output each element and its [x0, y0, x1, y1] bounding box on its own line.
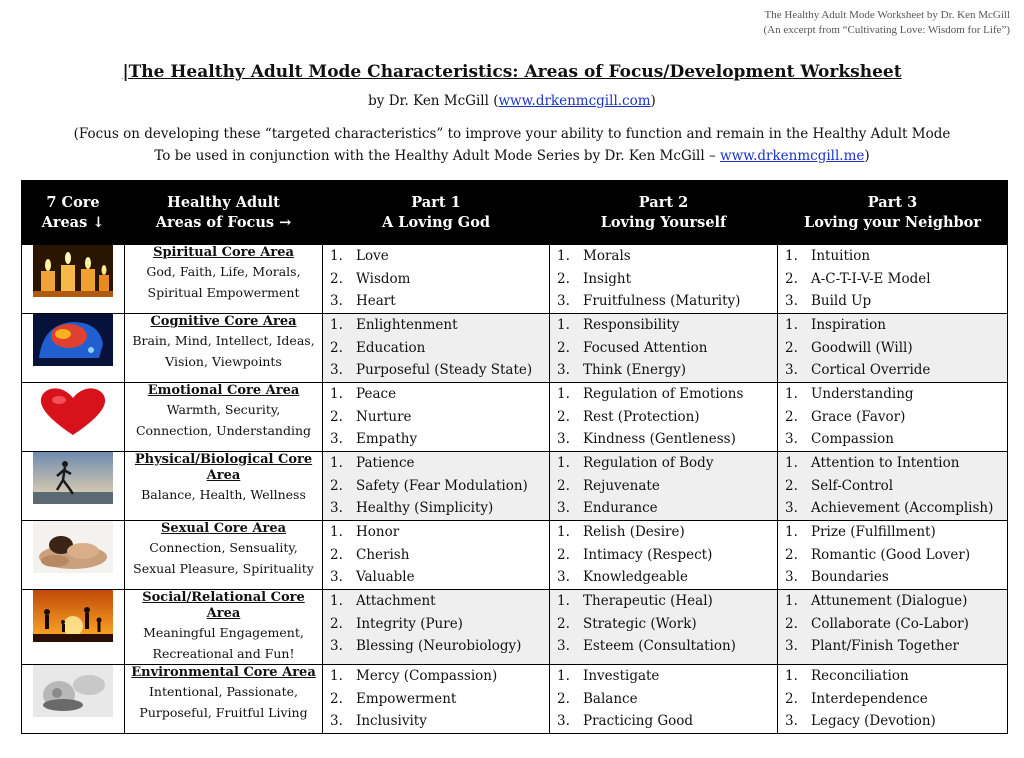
header-part-2: Part 2 Loving Yourself	[550, 181, 778, 245]
list-item: 3. Compassion	[785, 431, 894, 447]
list-item: 3. Plant/Finish Together	[785, 638, 960, 654]
core-area-desc-2: Purposeful, Fruitful Living	[139, 705, 308, 720]
list-item: 2. Wisdom	[330, 270, 411, 287]
table-row	[22, 521, 1008, 590]
core-area-desc-2: Recreational and Fun!	[152, 646, 295, 661]
list-item: 3. Empathy	[330, 431, 418, 447]
part-3-cell	[778, 590, 1008, 665]
list-item: 3. Kindness (Gentleness)	[557, 431, 736, 447]
table-row	[22, 590, 1008, 665]
list-item: 2. Cherish	[330, 546, 410, 563]
list-item: 2. Self-Control	[785, 477, 894, 494]
family-sunset-image	[33, 590, 113, 642]
part-1-cell	[323, 590, 550, 665]
page-title: |The Healthy Adult Mode Characteristics: Areas of Focus/Development Worksheet	[122, 62, 902, 82]
part-2-cell	[550, 452, 778, 521]
part-2-cell	[550, 383, 778, 452]
list-item: 1. Intuition	[785, 248, 871, 264]
core-area-cell	[125, 665, 323, 734]
part-3-cell	[778, 314, 1008, 383]
list-item: 3. Legacy (Devotion)	[785, 713, 936, 729]
focus-note-line-1: (Focus on developing these “targeted characteristics” to improve your ability to function and remain in the Healthy Adult Mode	[73, 126, 951, 142]
list-item: 1. Peace	[330, 386, 397, 402]
core-area-title: Cognitive Core Area	[150, 314, 297, 329]
byline	[0, 93, 1024, 109]
core-area-desc-2: Connection, Understanding	[135, 423, 312, 438]
list-item: 3. Think (Energy)	[557, 362, 686, 378]
table-header-row	[22, 181, 1008, 245]
list-item: 2. Education	[330, 339, 426, 356]
core-area-image-cell	[22, 452, 125, 521]
list-item: 2. Grace (Favor)	[785, 408, 906, 425]
list-item: 1. Patience	[330, 455, 415, 471]
list-item: 1. Attention to Intention	[785, 455, 960, 471]
list-item: 2. Collaborate (Co-Labor)	[785, 615, 969, 632]
list-item: 1. Enlightenment	[330, 317, 458, 333]
core-area-desc-1: Balance, Health, Wellness	[141, 487, 306, 502]
core-area-desc-2: Sexual Pleasure, Spirituality	[133, 561, 314, 576]
header-part-1: Part 1 A Loving God	[323, 181, 550, 245]
list-item: 3. Blessing (Neurobiology)	[330, 638, 522, 654]
table-row	[22, 383, 1008, 452]
part-2-cell	[550, 245, 778, 314]
candles-image	[33, 245, 113, 297]
part-3-cell	[778, 521, 1008, 590]
header-core-areas: 7 Core Areas ↓	[22, 181, 125, 245]
table-row	[22, 452, 1008, 521]
list-item: 3. Valuable	[330, 569, 415, 585]
core-area-title: Spiritual Core Area	[153, 245, 294, 260]
list-item: 1. Reconciliation	[785, 668, 909, 684]
list-item: 1. Mercy (Compassion)	[330, 668, 498, 684]
core-area-image-cell	[22, 665, 125, 734]
core-area-image-cell	[22, 590, 125, 665]
core-area-desc-2: Spiritual Empowerment	[147, 285, 300, 300]
list-item: 1. Responsibility	[557, 317, 680, 333]
list-item: 1. Regulation of Body	[557, 455, 714, 471]
byline-prefix: by Dr. Ken McGill (	[368, 93, 499, 109]
list-item: 2. Safety (Fear Modulation)	[330, 477, 528, 494]
part-1-cell	[323, 665, 550, 734]
source-line-2: (An excerpt from “Cultivating Love: Wisdom for Life”)	[763, 24, 1010, 36]
list-item: 1. Investigate	[557, 668, 660, 684]
core-area-desc-1: Intentional, Passionate,	[148, 684, 298, 699]
core-area-title: Physical/Biological Core Area	[134, 452, 313, 483]
core-area-title: Social/Relational Core Area	[142, 590, 305, 621]
list-item: 2. Rest (Protection)	[557, 408, 700, 425]
list-item: 2. Goodwill (Will)	[785, 339, 913, 356]
byline-suffix: )	[650, 93, 656, 109]
part-1-cell	[323, 452, 550, 521]
list-item: 3. Build Up	[785, 293, 872, 309]
heart-image	[33, 383, 113, 439]
list-item: 1. Relish (Desire)	[557, 524, 685, 540]
focus-note-line-2	[0, 148, 1024, 164]
core-area-cell	[125, 452, 323, 521]
list-item: 2. A-C-T-I-V-E Model	[785, 270, 931, 287]
core-area-cell	[125, 383, 323, 452]
list-item: 1. Attachment	[330, 593, 436, 609]
core-area-image-cell	[22, 245, 125, 314]
list-item: 1. Therapeutic (Heal)	[557, 593, 713, 609]
list-item: 3. Esteem (Consultation)	[557, 638, 736, 654]
header-part-3: Part 3 Loving your Neighbor	[778, 181, 1008, 245]
part-2-cell	[550, 590, 778, 665]
core-area-cell	[125, 521, 323, 590]
list-item: 2. Interdependence	[785, 690, 928, 707]
core-area-image-cell	[22, 521, 125, 590]
table-row	[22, 665, 1008, 734]
core-area-cell	[125, 245, 323, 314]
list-item: 1. Honor	[330, 524, 400, 540]
list-item: 1. Prize (Fulfillment)	[785, 524, 936, 540]
core-area-desc-1: Connection, Sensuality,	[149, 540, 298, 555]
list-item: 2. Rejuvenate	[557, 477, 660, 494]
part-1-cell	[323, 314, 550, 383]
list-item: 3. Fruitfulness (Maturity)	[557, 293, 741, 309]
list-item: 1. Understanding	[785, 386, 914, 402]
focus-note-suffix: )	[864, 148, 870, 164]
part-1-cell	[323, 521, 550, 590]
list-item: 3. Practicing Good	[557, 713, 694, 729]
list-item: 3. Healthy (Simplicity)	[330, 500, 494, 516]
part-2-cell	[550, 521, 778, 590]
list-item: 3. Cortical Override	[785, 362, 931, 378]
part-2-cell	[550, 665, 778, 734]
list-item: 1. Regulation of Emotions	[557, 386, 744, 402]
brain-image	[33, 314, 113, 366]
author-website-link[interactable]: www.drkenmcgill.com	[498, 93, 651, 109]
list-item: 1. Attunement (Dialogue)	[785, 593, 968, 609]
list-item: 2. Strategic (Work)	[557, 615, 697, 632]
list-item: 2. Empowerment	[330, 690, 457, 707]
list-item: 3. Heart	[330, 293, 396, 309]
runner-image	[33, 452, 113, 504]
list-item: 3. Knowledgeable	[557, 569, 689, 585]
core-area-title: Environmental Core Area	[131, 665, 316, 680]
core-area-image-cell	[22, 314, 125, 383]
core-area-image-cell	[22, 383, 125, 452]
part-2-cell	[550, 314, 778, 383]
list-item: 2. Balance	[557, 690, 638, 707]
list-item: 1. Love	[330, 248, 389, 264]
list-item: 3. Boundaries	[785, 569, 889, 585]
hands-baby-image	[33, 665, 113, 717]
part-3-cell	[778, 383, 1008, 452]
list-item: 3. Purposeful (Steady State)	[330, 362, 533, 378]
core-area-desc-1: Warmth, Security,	[166, 402, 281, 417]
list-item: 2. Romantic (Good Lover)	[785, 546, 971, 563]
list-item: 1. Morals	[557, 248, 631, 264]
part-3-cell	[778, 245, 1008, 314]
core-area-desc-1: Meaningful Engagement,	[143, 625, 304, 640]
list-item: 2. Nurture	[330, 408, 412, 425]
core-area-desc-1: God, Faith, Life, Morals,	[146, 264, 301, 279]
focus-note-prefix: To be used in conjunction with the Healthy Adult Mode Series by Dr. Ken McGill –	[154, 148, 721, 164]
couple-image	[33, 521, 113, 573]
core-area-title: Sexual Core Area	[160, 521, 287, 536]
core-area-cell	[125, 590, 323, 665]
list-item: 2. Intimacy (Respect)	[557, 546, 713, 563]
series-website-link[interactable]: www.drkenmcgill.me	[720, 148, 865, 164]
list-item: 3. Achievement (Accomplish)	[785, 500, 994, 516]
document-source-note	[764, 8, 1010, 38]
core-area-desc-1: Brain, Mind, Intellect, Ideas,	[132, 333, 315, 348]
part-3-cell	[778, 665, 1008, 734]
part-1-cell	[323, 383, 550, 452]
core-area-cell	[125, 314, 323, 383]
source-line-1: The Healthy Adult Mode Worksheet by Dr. Ken McGill	[764, 9, 1010, 21]
worksheet-table	[21, 180, 1008, 734]
list-item: 2. Focused Attention	[557, 339, 708, 356]
list-item: 1. Inspiration	[785, 317, 886, 333]
core-area-desc-2: Vision, Viewpoints	[165, 354, 282, 369]
list-item: 2. Insight	[557, 270, 632, 287]
core-area-title: Emotional Core Area	[147, 383, 300, 398]
table-row	[22, 314, 1008, 383]
list-item: 3. Endurance	[557, 500, 658, 516]
table-row	[22, 245, 1008, 314]
part-1-cell	[323, 245, 550, 314]
list-item: 3. Inclusivity	[330, 713, 427, 729]
list-item: 2. Integrity (Pure)	[330, 615, 463, 632]
part-3-cell	[778, 452, 1008, 521]
header-areas-of-focus: Healthy Adult Areas of Focus →	[125, 181, 323, 245]
